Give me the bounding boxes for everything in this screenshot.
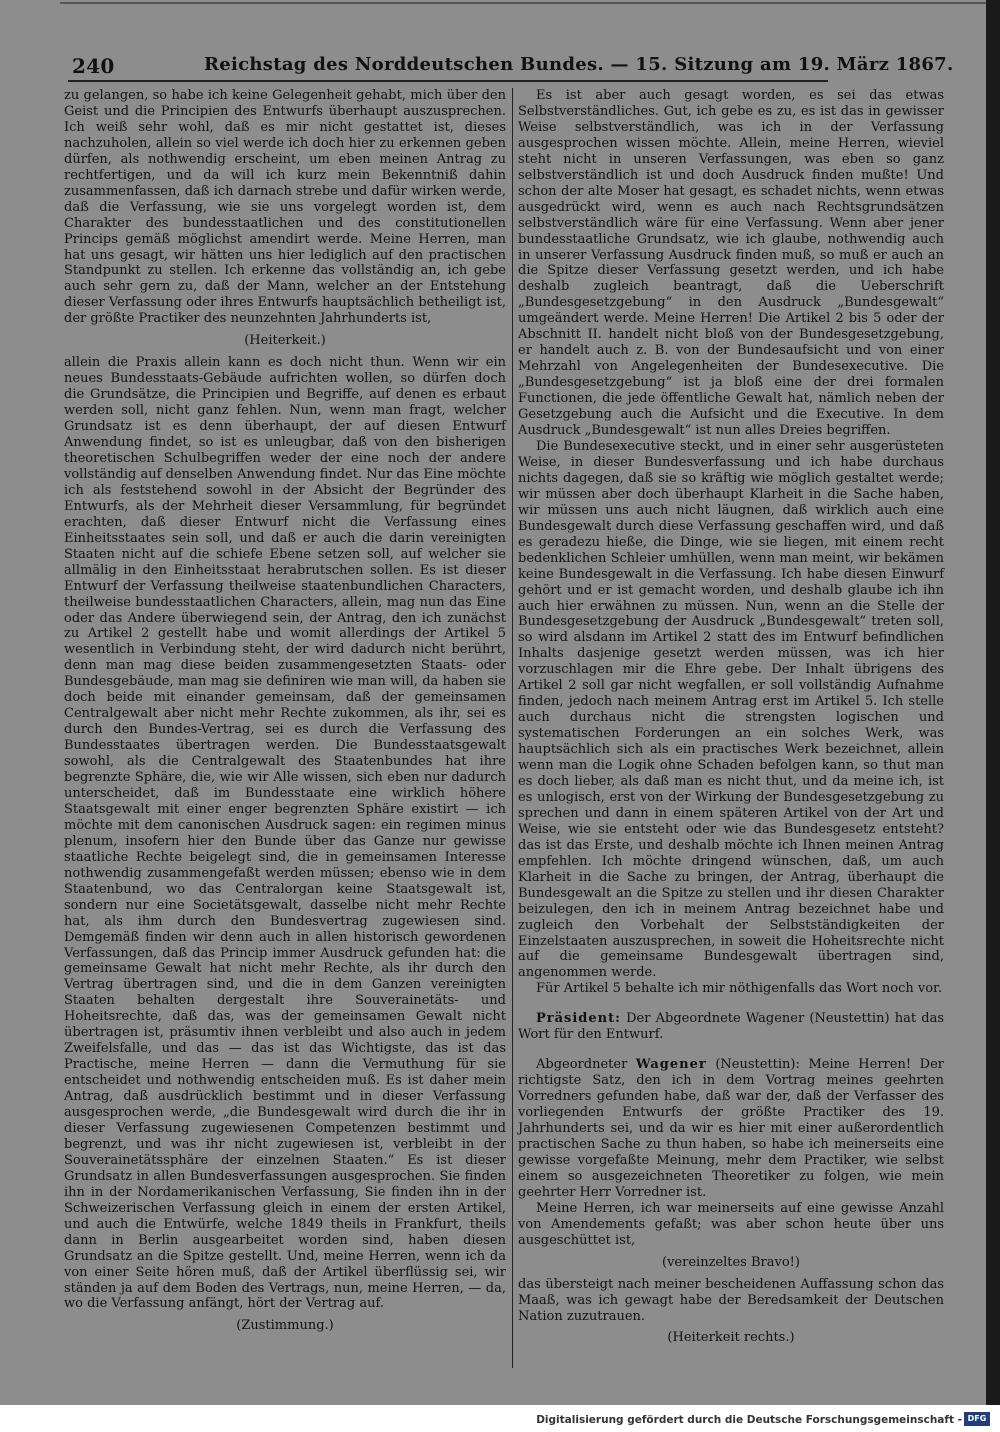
speech-text: (Neustettin): Meine Herren! Der richtigste Satz, den ich in dem Vortrag meines geehrten Vorredners gefunden habe, daß war der, daß der Verfasser des vorliegenden Entwurfs der größte Practiker des 19. Jahrhunderts sei, und da wir es hier mit einer außerordentlich practischen Sache zu thun haben, so habe ich meinerseits eine gewisse vorgefaßte Meinung, mehr dem Practiker, wie selbst einem so ausgezeichneten Theoretiker zu folgen, wie mein geehrter Herr Vorredner ist. — [518, 1057, 944, 1200]
paragraph: Für Artikel 5 behalte ich mir nöthigenfalls das Wort noch vor. — [536, 981, 942, 997]
paragraph: allein die Praxis allein kann es doch nicht thun. Wenn wir ein neues Bundesstaats-Gebäude aufrichten wollen, so dürfen doch die Grundsätze, die Principien und Begriffe, auf denen es erbaut werden soll, nicht ganz fehlen. Nun, wenn man fragt, welcher Grundsatz ist es denn überhaupt, der auf diesen Entwurf Anwendung findet, so ist es unleugbar, daß von den bisherigen theoretischen Schulbegriffen weder der eine noch der andere vollständig auf denselben Anwendung findet. Nur das Eine möchte ich als feststehend sowohl in der Absicht der Begründer des Entwurfs, als der Mehrheit dieser Versammlung, für begründet erachten, daß dieser Entwurf nicht die Verfassung eines Einheitsstaates sein soll, und daß er auch die darin vereinigten Staaten nicht auf die schiefe Ebene setzen soll, auf welcher sie allmälig in den Einheitsstaat herabrutschen sollen. Es ist dieser Entwurf der Verfassung theilweise staatenbundlichen Characters, theilweise bundesstaatlichen Characters, allein, mag nun das Eine oder das Andere überwiegend sein, der Antrag, den ich zunächst zu Artikel 2 gestellt habe und womit allerdings der Artikel 5 wesentlich in Verbindung steht, der wird dadurch nicht berührt, denn man mag diese beiden zusammengesetzten Staats- oder Bundesgebäude, man mag sie definiren wie man will, da haben sie doch beide mit einander gemeinsam, daß der gemeinsamen Centralgewalt aber nicht mehr Rechte zukommen, als ihr, sei es durch den Bundes-Vertrag, sei es durch die Verfassung des Bundesstaates übertragen werden. Die Bundesstaatsgewalt sowohl, als die Centralgewalt des Staatenbundes hat ihre begrenzte Sphäre, die, wie wir Alle wissen, sich eben nur dadurch unterscheidet, daß im Bundesstaate eine wirklich höhere Staatsgewalt mit einer enger begrenzten Sphäre existirt — ich möchte mit dem canonischen Ausdruck sagen: ein regimen minus plenum, insofern hier den Bunde über das Ganze nur gewisse staatliche Rechte beigelegt sind, die in gemeinsamen Interesse nothwendig zusammengefaßt werden müssen; ebenso wie in dem Staatenbund, wo das Centralorgan keine Staatsgewalt ist, sondern nur eine Societätsgewalt, dasselbe nicht mehr Rechte hat, als ihm durch den Bundesvertrag zugewiesen sind. Demgemäß finden wir denn auch in allen historisch gewordenen Verfassungen, daß das Princip immer Ausdruck gefunden hat: die gemeinsame Gewalt hat nicht mehr Rechte, als ihr durch den Vertrag übertragen sind, und die in dem Ganzen vereinigten Staaten behalten dergestalt ihre Souverainetäts- und Hoheitsrechte, daß das, was der gemeinsamen Gewalt nicht übertragen ist, präsumtiv ihnen verbleibt und also auch in jedem Zweifelsfalle, und das — das ist das Wichtigste, das ist das Practische, meine Herren — dann die Vermuthung für sie entscheidet und nothwendig entscheiden muß. Es ist daher mein Antrag, daß ausdrücklich bestimmt und in dieser Verfassung ausgesprochen werde, „die Bundesgewalt wird durch die ihr in dieser Verfassung zugewiesenen Competenzen bestimmt und begrenzt, und was ihr nicht zugewiesen ist, verbleibt in der Souverainetätssphäre der einzelnen Staaten.“ Es ist dieser Grundsatz in allen Bundesverfassungen ausgesprochen. Sie finden ihn in der Nordamerikanischen Verfassung, Sie finden ihn in der Schweizerischen Verfassung gleich in einem der ersten Artikel, und auch die Entwürfe, welche 1849 theils in Frankfurt, theils dann in Berlin ausgearbeitet worden sind, haben diesen Grundsatz an die Spitze gestellt. Und, meine Herren, wenn ich da von einer Seite hören muß, daß der Artikel überflüssig sei, wir ständen ja auf dem Boden des Vertrags, nun, meine Herren, — da, wo die Verfassung anfängt, hört der Vertrag auf. — [64, 355, 506, 1312]
interjection: (Heiterkeit.) — [244, 333, 326, 349]
dfg-logo: DFG — [964, 1412, 990, 1426]
header-rule — [68, 80, 828, 82]
speech-wagener — [518, 1057, 944, 1201]
running-title: Reichstag des Norddeutschen Bundes. — 15. Sitzung am 19. März 1867. — [204, 54, 954, 75]
right-column — [518, 88, 944, 1352]
interjection: (Heiterkeit rechts.) — [667, 1330, 795, 1346]
paragraph: Die Bundesexecutive steckt, und in einer sehr ausgerüsteten Weise, in dieser Bundesverfassung und ich habe durchaus nichts dagegen, daß sie so kräftig wie möglich gestaltet werde; wir müssen aber doch überhaupt Klarheit in die Sache haben, wir müssen uns auch nicht läugnen, daß wirklich auch eine Bundesgewalt durch diese Verfassung geschaffen wird, und daß es geradezu hieße, die Dinge, wie sie liegen, mit einem recht bedenklichen Schleier umhüllen, wenn man meint, wir bekämen keine Bundesgewalt in die Verfassung. Ich habe diesen Einwurf gehört und er ist gemacht worden, und deshalb glaube ich ihn auch hier erwähnen zu müssen. Nun, wenn an die Stelle der Bundesgesetzgebung der Ausdruck „Bundesgewalt“ treten soll, so wird alsdann im Artikel 2 statt des im Entwurf befindlichen Inhalts dasjenige gesetzt werden müssen, was ich hier vorzuschlagen mir die Ehre gebe. Der Inhalt übrigens des Artikel 2 soll gar nicht wegfallen, er soll vollständig Aufnahme finden, jedoch nach meinem Antrag erst im Artikel 5. Ich stelle auch durchaus nicht die strengsten logischen und systematischen Forderungen an ein solches Werk, was hauptsächlich sich als ein practisches Werk bezeichnet, allein wenn man die Logik ohne Schaden befolgen kann, so thut man es doch lieber, als daß man es nicht thut, und da meine ich, ist es unlogisch, erst von der Wirkung der Bundesgesetzgebung zu sprechen und dann in einem späteren Artikel von der Art und Weise, wie sie entsteht oder wie das Bundesgesetz entsteht? das ist das Erste, und deshalb möchte ich Ihnen meinen Antrag empfehlen. Ich möchte dringend wünschen, daß, um auch Klarheit in die Sache zu bringen, der Antrag, überhaupt die Bundesgewalt an die Spitze zu stellen und ihr diesen Charakter beizulegen, den ich in meinem Antrag bezeichnet habe und zugleich den Vorbehalt der Selbstständigkeiten der Einzelstaaten auszusprechen, in soweit die Hoheitsrechte nicht auf die gemeinsame Bundesgewalt übertragen sind, angenommen werde. — [518, 438, 944, 981]
speaker-title: Abgeordneter — [536, 1057, 628, 1073]
top-edge-rule — [60, 2, 1000, 4]
speech-text: Der Abgeordnete Wagener (Neustettin) hat das Wort für den Entwurf. — [518, 1011, 944, 1043]
footer-bar — [0, 1405, 1000, 1432]
column-divider — [512, 88, 513, 1368]
speaker-name: Wagener — [635, 1057, 707, 1073]
page-edge-shadow — [986, 0, 1000, 1405]
paragraph: Es ist aber auch gesagt worden, es sei das etwas Selbstverständliches. Gut, ich gebe es zu, es ist das in gewisser Weise selbstverständlich, was ich in der Verfassung ausgesprochen wissen möchte. Allein, meine Herren, wieviel steht nicht in unseren Verfassungen, was eben so ganz selbstverständlich ist und doch Ausdruck finden mußte! Und schon der alte Moser hat gesagt, es schadet nichts, wenn etwas ausgedrückt wird, wenn es auch nach Rechtsgrundsätzen selbstverständlich wäre für eine Verfassung. Wenn aber jener bundesstaatliche Grundsatz, wie ich glaube, nothwendig auch in unserer Verfassung Ausdruck finden muß, so muß er auch an die Spitze dieser Verfassung gesetzt werden, und ich habe deshalb zugleich beantragt, daß die Ueberschrift „Bundesgesetzgebung“ in den Ausdruck „Bundesgewalt“ umgeändert werde. Meine Herren! Die Artikel 2 bis 5 oder der Abschnitt II. handelt nicht bloß von der Bundesgesetzgebung, er handelt auch z. B. von der Bundesaufsicht und von einer Mehrzahl von Angelegenheiten der Bundesexecutive. Die „Bundesgesetzgebung“ ist ja bloß eine der drei formalen Functionen, die jede öffentliche Gewalt hat, nämlich neben der Gesetzgebung auch die Aufsicht und die Executive. In dem Ausdruck „Bundesgewalt“ ist nun alles Dreies begriffen. — [518, 88, 944, 439]
spacer — [518, 997, 944, 1011]
interjection: (vereinzeltes Bravo!) — [662, 1254, 800, 1270]
funding-notice: Digitalisierung gefördert durch die Deutsche Forschungsgemeinschaft - — [536, 1414, 962, 1426]
left-column — [64, 88, 506, 1340]
interjection: (Zustimmung.) — [236, 1318, 334, 1334]
paragraph: Meine Herren, ich war meinerseits auf eine gewisse Anzahl von Amendements gefaßt; was aber schon heute über uns ausgeschüttet ist, — [518, 1200, 944, 1248]
paragraph: zu gelangen, so habe ich keine Gelegenheit gehabt, mich über den Geist und die Principien des Entwurfs überhaupt auszusprechen. Ich weiß sehr wohl, daß es mir nicht gestattet ist, dieses nachzuholen, allein so viel werde ich doch hier zu erkennen geben dürfen, als nothwendig erscheint, um eben meinen Antrag zu rechtfertigen, und da will ich kurz mein Bekenntniß dahin zusammenfassen, daß ich darnach strebe und dafür wirken werde, daß die Verfassung, wie sie uns vorgelegt worden ist, dem Charakter des bundesstaatlichen und des constitutionellen Princips gemäß möglichst amendirt werde. Meine Herren, man hat uns gesagt, wir hätten uns hier lediglich auf den practischen Standpunkt zu stellen. Ich erkenne das vollständig an, ich gebe auch sehr gern zu, daß der Mann, welcher an der Entstehung dieser Verfassung oder ihres Entwurfs hauptsächlich betheiligt ist, der größte Practiker des neunzehnten Jahrhunderts ist, — [64, 88, 506, 327]
paragraph: das übersteigt nach meiner bescheidenen Auffassung schon das Maaß, was ich gewagt habe der Beredsamkeit der Deutschen Nation zuzutrauen. — [518, 1276, 944, 1324]
page-header — [72, 50, 954, 82]
speaker-name: Präsident: — [536, 1011, 621, 1027]
spacer — [518, 1043, 944, 1057]
speech-president — [518, 1011, 944, 1043]
page-number: 240 — [72, 54, 115, 78]
